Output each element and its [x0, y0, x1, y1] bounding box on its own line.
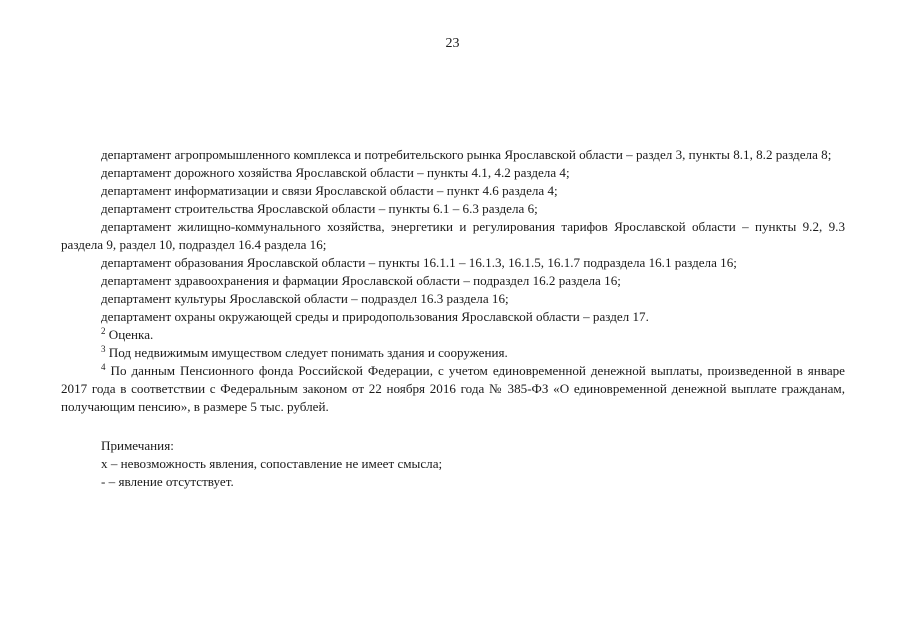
footnote-mark: 3	[101, 344, 106, 354]
department-line: департамент агропромышленного комплекса и потребительского рынка Ярославской области – раздел 3, пункты 8.1, 8.2 раздела 8;	[101, 147, 832, 162]
department-line: департамент информатизации и связи Ярославской области – пункт 4.6 раздела 4;	[101, 183, 558, 198]
footnote-mark: 4	[101, 362, 106, 372]
footnote-text: По данным Пенсионного фонда Российской Федерации, с учетом единовременной денежной выплаты, произведенной в январе 2017 года в соответствии с Федеральным законом от 22 ноября 2016 года № 385-ФЗ «О единовременной денежной выплате гражданам, получающим пенсию», в размере 5 тыс. рублей.	[61, 363, 845, 414]
footnote-text: Оценка.	[105, 327, 154, 342]
department-line: департамент дорожного хозяйства Ярославской области – пункты 4.1, 4.2 раздела 4;	[101, 165, 570, 180]
page-number: 23	[445, 36, 460, 51]
footnote	[61, 326, 845, 344]
spacer	[61, 416, 845, 437]
footnote-text: Под недвижимым имуществом следует понимать здания и сооружения.	[105, 345, 508, 360]
department-line: департамент образования Ярославской области – пункты 16.1.1 – 16.1.3, 16.1.5, 16.1.7 подраздела 16.1 раздела 16;	[101, 255, 737, 270]
footnote	[61, 362, 845, 416]
footnote-mark: 2	[101, 326, 106, 336]
department-line: департамент строительства Ярославской области – пункты 6.1 – 6.3 раздела 6;	[101, 201, 538, 216]
document-body	[61, 146, 845, 491]
note-item: х – невозможность явления, сопоставление не имеет смысла;	[101, 456, 443, 471]
department-line: департамент жилищно-коммунального хозяйства, энергетики и регулирования тарифов Ярославской области – пункты 9.2, 9.3 раздела 9, раздел 10, подраздел 16.4 раздела 16;	[61, 219, 845, 252]
note-item: - – явление отсутствует.	[101, 474, 234, 489]
department-line: департамент здравоохранения и фармации Ярославской области – подраздел 16.2 раздела 16;	[101, 273, 621, 288]
footnote	[61, 344, 845, 362]
department-line: департамент охраны окружающей среды и природопользования Ярославской области – раздел 17.	[101, 309, 649, 324]
notes-heading: Примечания:	[101, 438, 174, 453]
department-line: департамент культуры Ярославской области – подраздел 16.3 раздела 16;	[101, 291, 509, 306]
